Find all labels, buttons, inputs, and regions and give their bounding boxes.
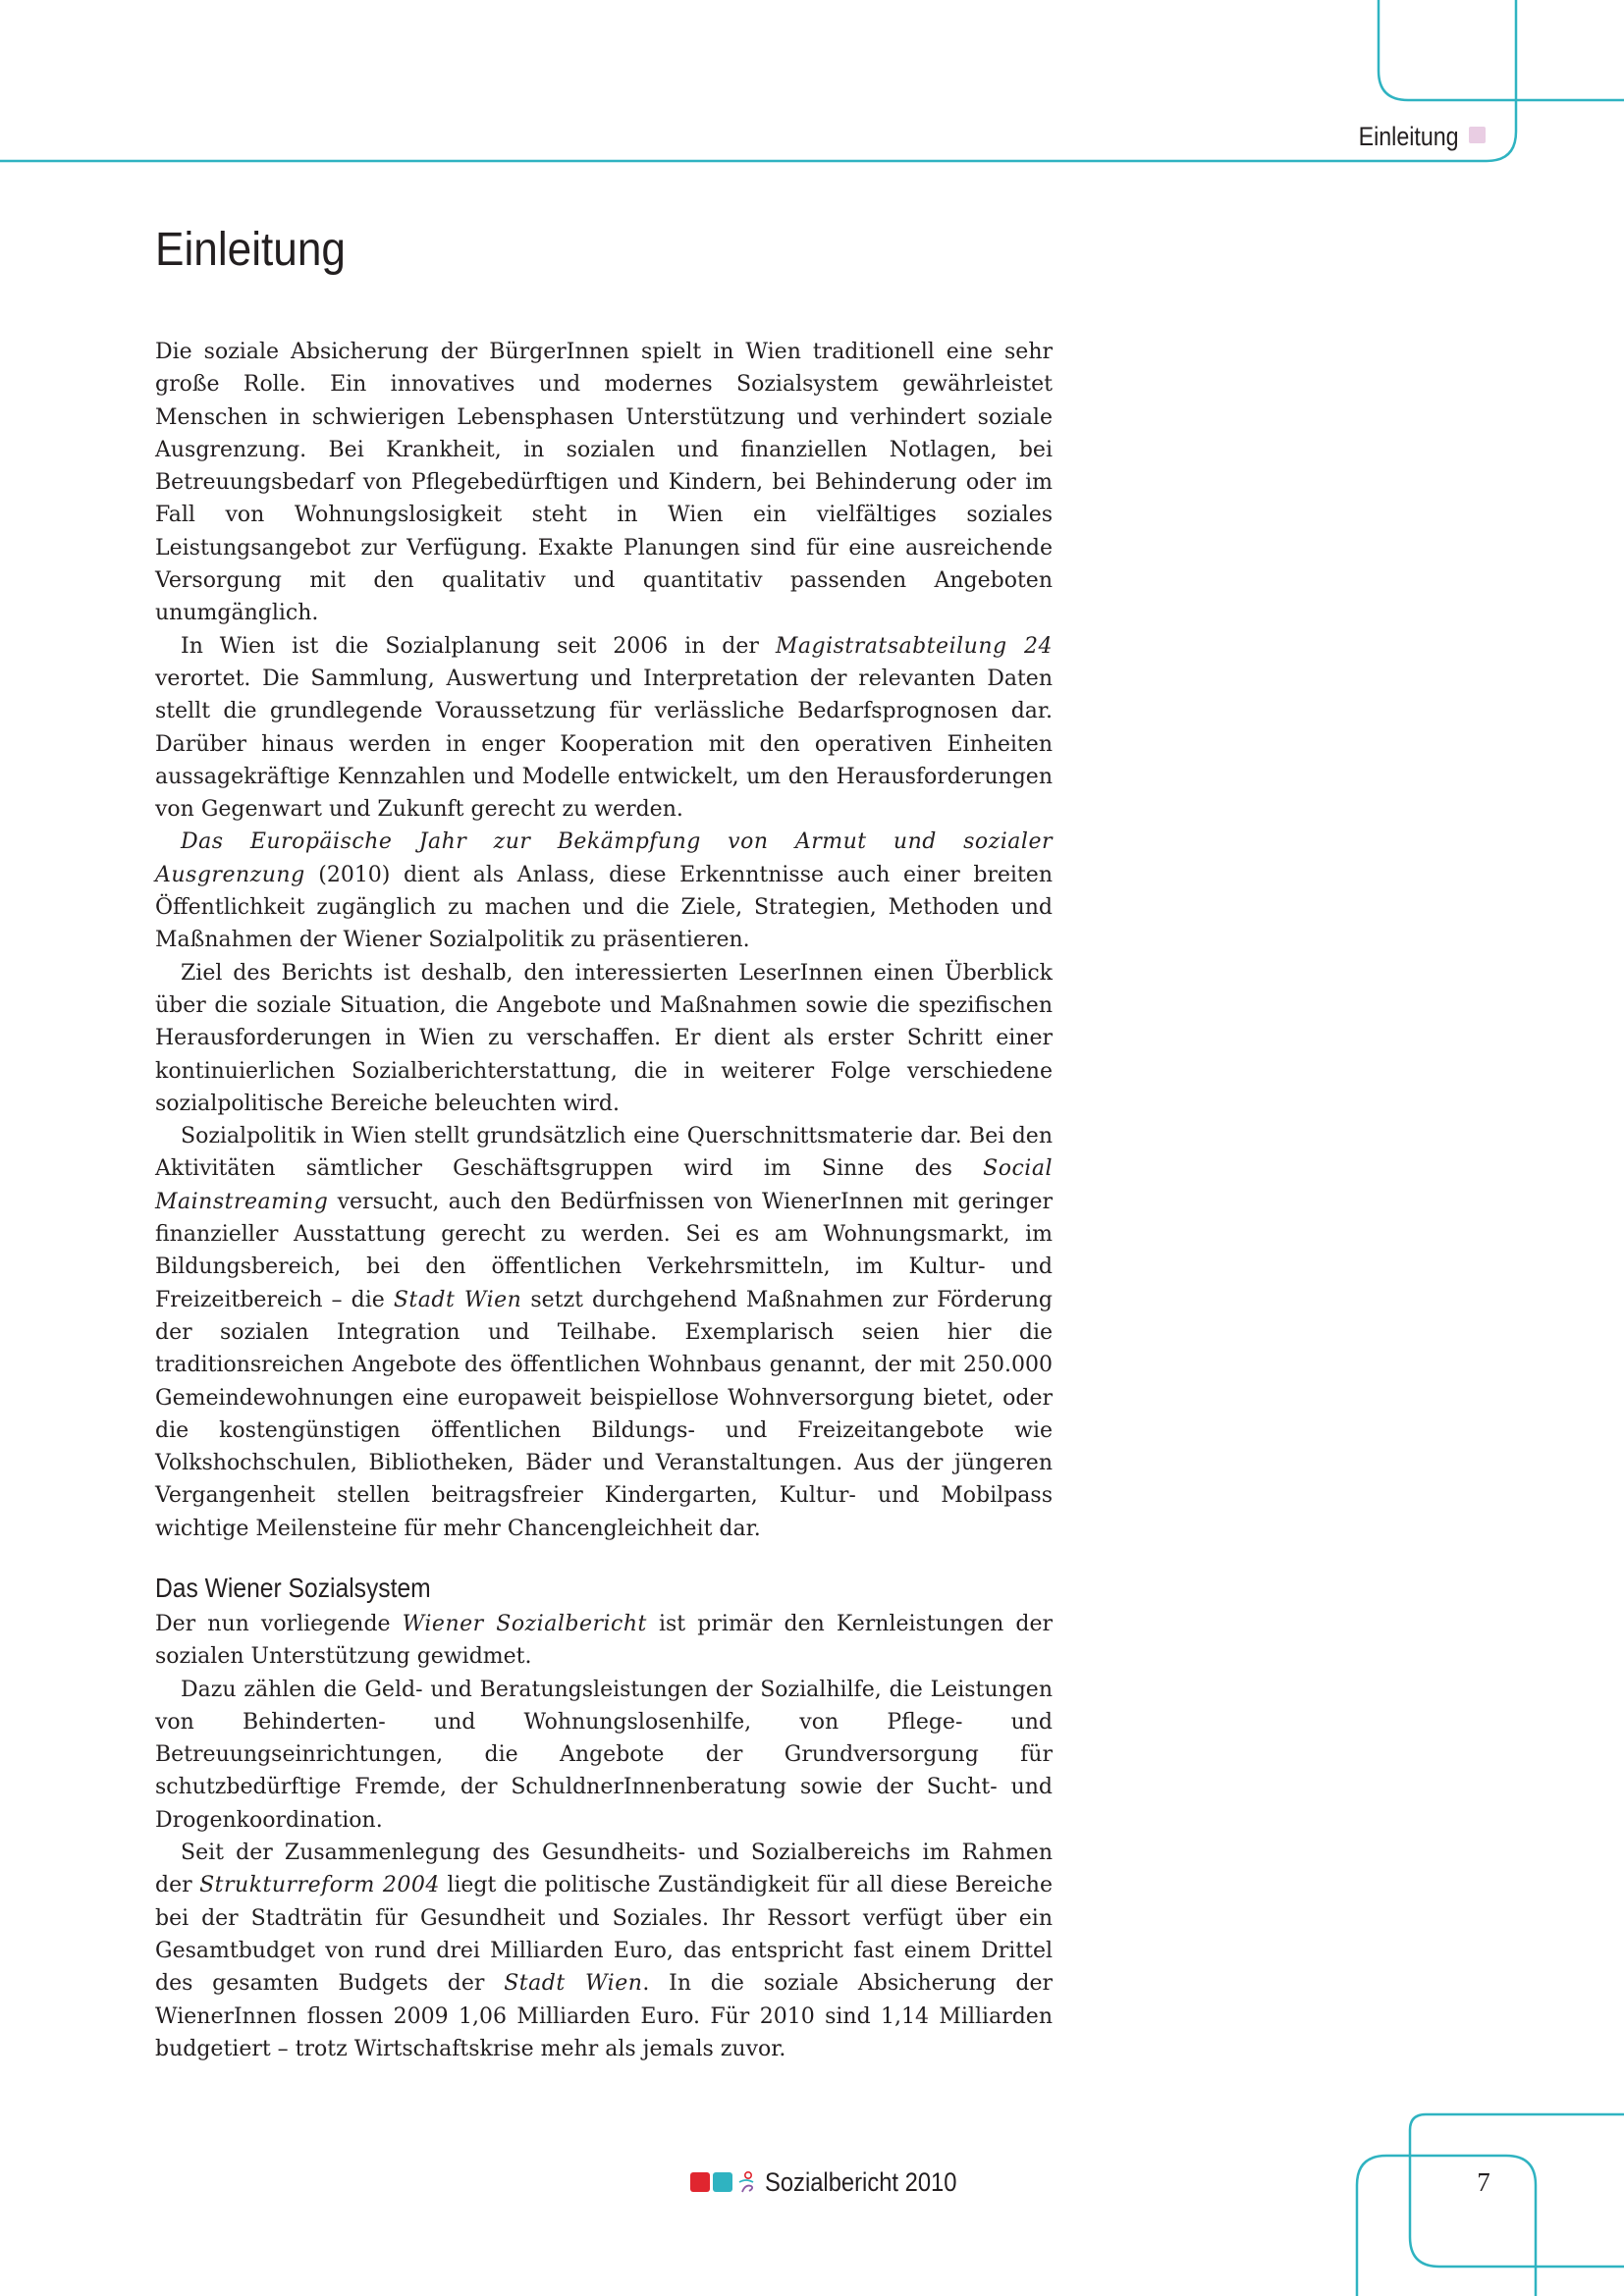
paragraph: Ziel des Berichts ist deshalb, den interessierten LeserInnen einen Überblick über die soziale Situation, die Angebote und Maßnahmen sowie die spezifischen Herausforderungen in Wien zu verschaffen. Er dient als erster Schritt einer kontinuierlichen Sozialberichterstattung, die in weiterer Folge verschiedene sozialpolitische Bereiche beleuchten wird. — [155, 960, 1053, 1116]
italic-term: Social Mainstreaming — [155, 1156, 1053, 1214]
italic-term: Stadt Wien — [393, 1287, 522, 1312]
section-heading: Das Wiener Sozialsystem — [155, 1573, 431, 1603]
paragraph: Das Europäische Jahr zur Bekämpfung von Armut und sozialer Ausgrenzung (2010) dient als Anlass, diese Erkenntnisse auch einer breiten Öffentlichkeit zugänglich zu machen und die Ziele, Strategien, Methoden und Maßnahmen der Wiener Sozialpolitik zu präsentieren. — [155, 829, 1053, 953]
italic-term: Strukturreform 2004 — [199, 1873, 440, 1898]
paragraph: Seit der Zusammenlegung des Gesundheits- und Sozialbereichs im Rahmen der Strukturreform 2004 liegt die politische Zuständigkeit für all diese Bereiche bei der Stadträtin für Gesundheit und Soziales. Ihr Ressort verfügt über ein Gesamtbudget von rund drei Milliarden Euro, das entspricht fast einem Drittel des gesamten Budgets der Stadt Wien. In die soziale Absicherung der WienerInnen flossen 2009 1,06 Milliarden Euro. Für 2010 sind 1,14 Milliarden budgetiert – trotz Wirtschaftskrise mehr als jemals zuvor. — [155, 1841, 1053, 2061]
paragraph: Dazu zählen die Geld- und Beratungsleistungen der Sozialhilfe, die Leistungen von Behinderten- und Wohnungslosenhilfe, von Pflege- und Betreuungseinrichtungen, die Angebote der Grundversorgung für schutzbedürftige Fremde, der SchuldnerInnenberatung sowie der Sucht- und Drogenkoordination. — [155, 1677, 1053, 1833]
sozialbericht-logo-icon — [690, 2170, 757, 2194]
logo-red-square — [690, 2172, 710, 2192]
logo-figure-icon — [735, 2170, 757, 2194]
intro-text-block — [155, 336, 1053, 1545]
logo-teal-square — [713, 2172, 732, 2192]
paragraph: Der nun vorliegende Wiener Sozialbericht ist primär den Kernleistungen der sozialen Unterstützung gewidmet. — [155, 1612, 1053, 1670]
paragraph: In Wien ist die Sozialplanung seit 2006 in der Magistratsabteilung 24 verortet. Die Sammlung, Auswertung und Interpretation der relevanten Daten stellt die grundlegende Voraussetzung für verlässliche Bedarfsprognosen dar. Darüber hinaus werden in enger Kooperation mit den operativen Einheiten aussagekräftige Kennzahlen und Modelle entwickelt, um den Herausforderungen von Gegenwart und Zukunft gerecht zu werden. — [155, 633, 1053, 823]
running-header-label: Einleitung — [1359, 122, 1459, 151]
paragraph: Die soziale Absicherung der BürgerInnen spielt in Wien traditionell eine sehr große Rolle. Ein innovatives und modernes Sozialsystem gewährleistet Menschen in schwierigen Lebensphasen Unterstützung und verhindert soziale Ausgrenzung. Bei Krankheit, in sozialen und finanziellen Notlagen, bei Betreuungsbedarf von Pflegebedürftigen und Kindern, bei Behinderung oder im Fall von Wohnungslosigkeit steht in Wien ein vielfältiges soziales Leistungsangebot zur Verfügung. Exakte Planungen sind für eine ausreichende Versorgung mit den qualitativ und quantitativ passenden Angeboten unumgänglich. — [155, 340, 1053, 626]
paragraph: Sozialpolitik in Wien stellt grundsätzlich eine Querschnittsmaterie dar. Bei den Aktivitäten sämtlicher Geschäftsgruppen wird im Sinne des Social Mainstreaming versucht, auch den Bedürfnissen von WienerInnen mit geringer finanzieller Ausstattung gerecht zu werden. Sei es am Wohnungsmarkt, im Bildungsbereich, bei den öffentlichen Verkehrsmitteln, im Kultur- und Freizeitbereich – die Stadt Wien setzt durchgehend Maßnahmen zur Förderung der sozialen Integration und Teilhabe. Exemplarisch seien hier die traditionsreichen Angebote des öffentlichen Wohnbaus genannt, der mit 250.000 Gemeindewohnungen eine europaweit beispiellose Wohnversorgung bietet, oder die kostengünstigen öffentlichen Bildungs- und Freizeitangebote wie Volkshochschulen, Bibliotheken, Bäder und Veranstaltungen. Aus der jüngeren Vergangenheit stellen beitragsfreier Kindergarten, Kultur- und Mobilpass wichtige Meilensteine für mehr Chancengleichheit dar. — [155, 1124, 1053, 1541]
footer-title: Sozialbericht 2010 — [765, 2166, 957, 2197]
header-marker-square — [1469, 127, 1486, 143]
italic-term: Stadt Wien — [504, 1971, 643, 1997]
section-sozialsystem — [155, 1571, 1053, 2065]
italic-term: Das Europäische Jahr zur Bekämpfung von Armut und sozialer Ausgrenzung — [155, 829, 1053, 887]
italic-term: Wiener Sozialbericht — [402, 1612, 647, 1636]
page-number: 7 — [1477, 2167, 1490, 2197]
page-title: Einleitung — [155, 224, 346, 276]
italic-term: Magistratsabteilung 24 — [775, 633, 1053, 659]
footer — [690, 2166, 983, 2198]
